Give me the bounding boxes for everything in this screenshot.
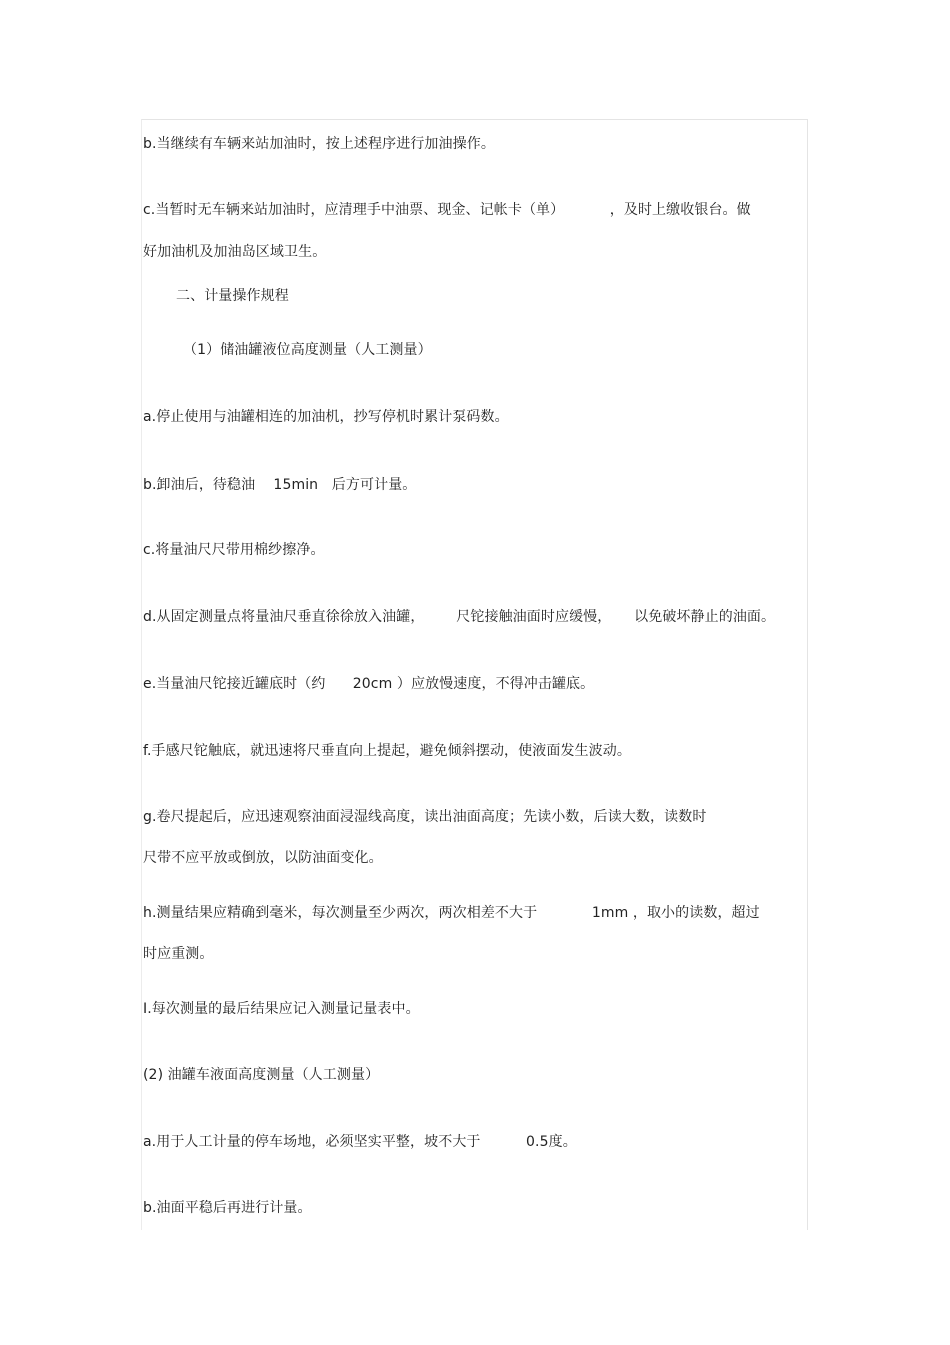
text-line-c-idle: c.当暂时无车辆来站加油时，应清理手中油票、现金、记帐卡（单） ，及时上缴收银台。做	[143, 202, 751, 218]
text-line-g-read-cont: 尺带不应平放或倒放，以防油面变化。	[143, 850, 383, 866]
text-line-b-settle: b.卸油后，待稳油 15min 后方可计量。	[143, 477, 417, 493]
text-line-f-lift: f.手感尺铊触底，就迅速将尺垂直向上提起，避免倾斜摆动，使液面发生波动。	[143, 743, 631, 759]
text-line-h-precision: h.测量结果应精确到毫米，每次测量至少两次，两次相差不大于 1mm ，取小的读数，超过	[143, 905, 760, 921]
text-line-c-idle-cont: 好加油机及加油岛区域卫生。	[143, 244, 327, 260]
text-line-d-lower: d.从固定测量点将量油尺垂直徐徐放入油罐， 尺铊接触油面时应缓慢， 以免破坏静止的油面。	[143, 609, 776, 625]
text-line-b-continue: b.当继续有车辆来站加油时，按上述程序进行加油操作。	[143, 136, 495, 152]
text-line-g-read: g.卷尺提起后，应迅速观察油面浸湿线高度，读出油面高度；先读小数，后读大数，读数时	[143, 809, 707, 825]
subsection-heading-tanker: (2) 油罐车液面高度测量（人工测量）	[143, 1067, 380, 1083]
text-line-e-slow: e.当量油尺铊接近罐底时（约 20cm ）应放慢速度，不得冲击罐底。	[143, 676, 595, 692]
text-line-i-record: I.每次测量的最后结果应记入测量记量表中。	[143, 1001, 420, 1017]
section-heading-measurement: 二、计量操作规程	[176, 288, 289, 304]
text-line-b-stable: b.油面平稳后再进行计量。	[143, 1200, 312, 1216]
text-line-a-parking: a.用于人工计量的停车场地，必须坚实平整，坡不大于 0.5度。	[143, 1134, 577, 1150]
text-line-a-stop: a.停止使用与油罐相连的加油机，抄写停机时累计泵码数。	[143, 409, 509, 425]
text-line-h-precision-cont: 时应重测。	[143, 946, 214, 962]
subsection-heading-tank: （1）储油罐液位高度测量（人工测量）	[183, 342, 432, 358]
text-line-c-clean: c.将量油尺尺带用棉纱擦净。	[143, 542, 325, 558]
